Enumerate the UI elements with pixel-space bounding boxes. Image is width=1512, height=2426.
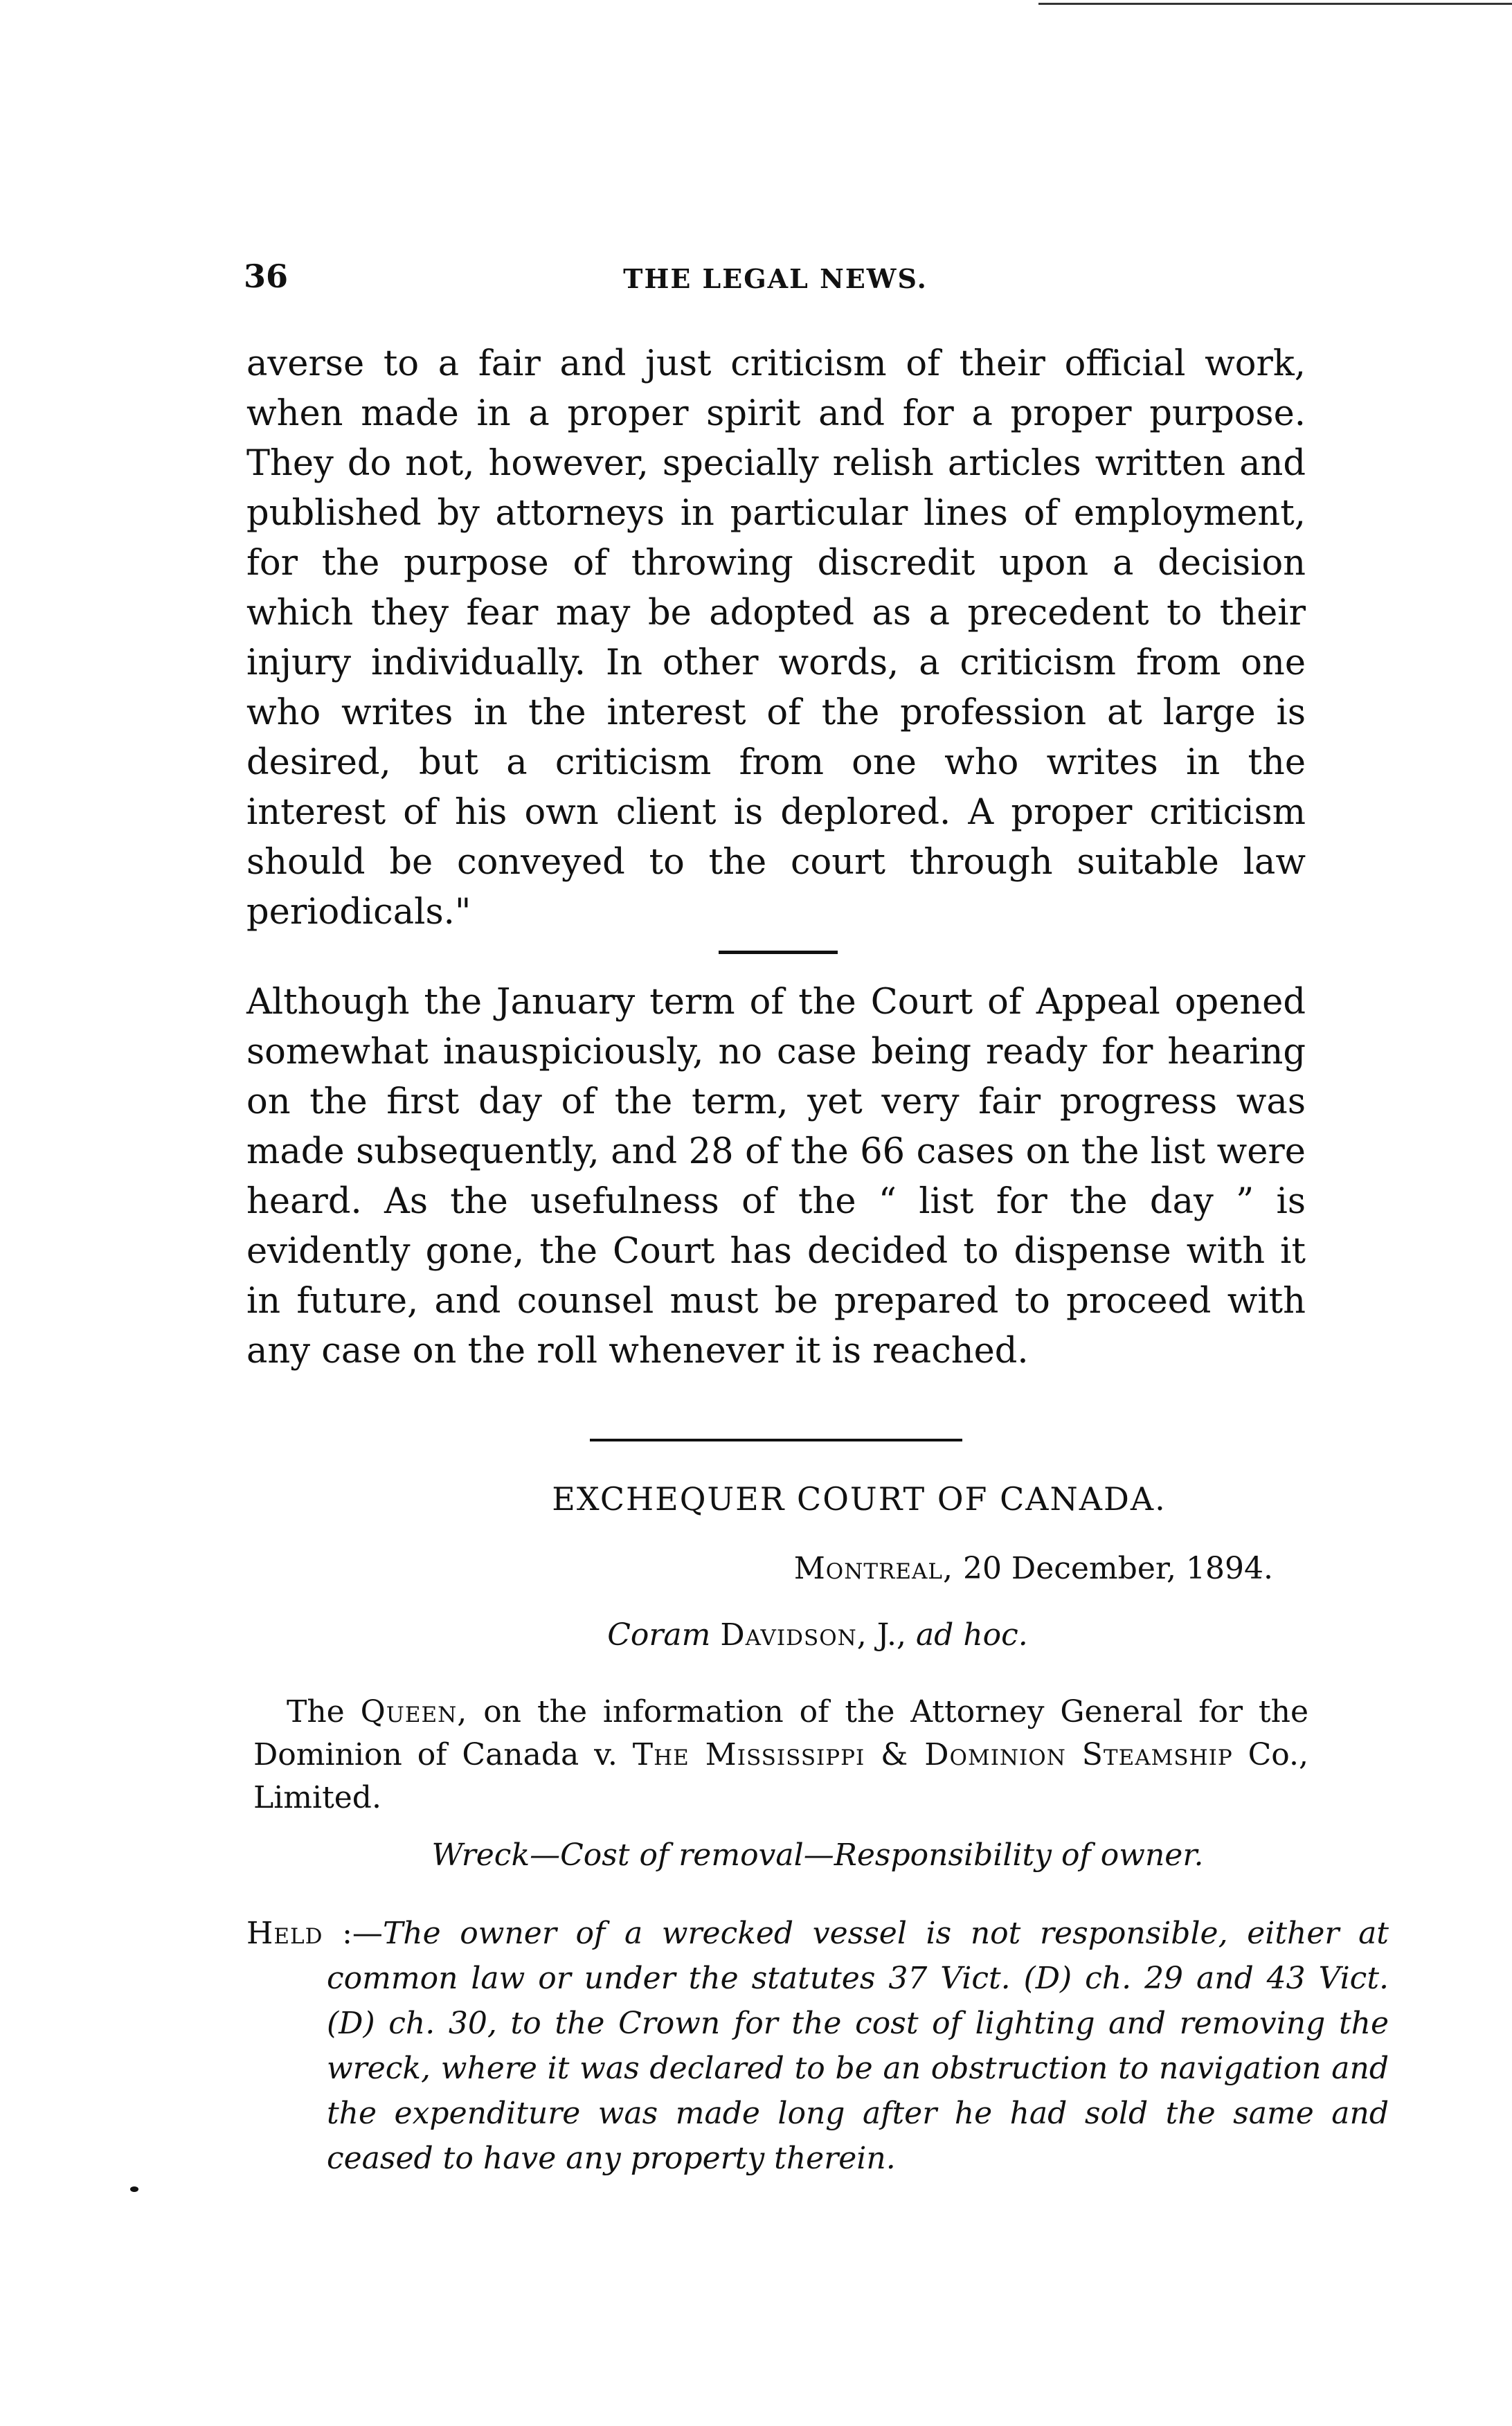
ad-hoc: ad hoc.	[915, 1617, 1028, 1653]
coram-word: Coram	[607, 1617, 711, 1653]
body-paragraph-court-of-appeal: Although the January term of the Court of Appeal opened somewhat inauspiciously, no case being ready for hearing on the first day of the term, yet very fair progress was made subsequently, and 28 of the 66 cases on the list were heard. As the usefulness of the “ list for the day ” is evidently gone, the Court has decided to dispense with it in future, and counsel must be prepared to proceed with any case on the roll whenever it is reached.	[246, 982, 1306, 1372]
judge-suffix: J.,	[876, 1617, 906, 1653]
section-divider-short	[719, 951, 838, 954]
case-queen: Queen,	[360, 1694, 468, 1729]
case-party: The Mississippi & Dominion Steamship	[632, 1737, 1233, 1772]
running-head: THE LEGAL NEWS.	[623, 263, 928, 294]
dateline	[794, 1551, 1273, 1586]
dateline-place: Montreal,	[793, 1551, 953, 1586]
held-text: The owner of a wrecked vessel is not responsible, either at common law or under the statutes 37 Vict. (D) ch. 29 and 43 Vict. (D) ch. 30, to the Crown for the cost of lighting and removing the wreck, where it was declared to be an obstruction to navigation and the expenditure was made long after he had sold the same and ceased to have any property therein.	[327, 1916, 1389, 2176]
case-subject: Wreck—Cost of removal—Responsibility of owner.	[431, 1838, 1204, 1873]
page-edge-line	[1038, 3, 1512, 5]
held-separator: :—	[342, 1916, 383, 1951]
judge-name: Davidson,	[720, 1617, 867, 1653]
ink-speck	[130, 2186, 138, 2192]
case-end: Co., Limited.	[253, 1737, 1308, 1815]
case-the: The	[287, 1694, 345, 1729]
held-paragraph	[246, 1911, 1389, 2181]
page-number: 36	[244, 258, 289, 295]
court-title: EXCHEQUER COURT OF CANADA.	[552, 1480, 1167, 1518]
page-header	[244, 258, 1307, 306]
coram-line	[288, 1617, 1347, 1653]
dateline-date: 20 December, 1894.	[962, 1551, 1273, 1586]
section-divider-long	[590, 1439, 962, 1441]
case-description: on the information of the Attorney General for the Dominion of Canada v.	[253, 1694, 1308, 1772]
held-label: Held	[246, 1916, 323, 1951]
case-title	[253, 1691, 1308, 1820]
body-paragraph-criticism: averse to a fair and just criticism of their official work, when made in a proper spirit and for a proper purpose. They do not, however, specially relish articles written and published by attorneys in particular lines of employment, for the purpose of throwing discredit upon a decision which they fear may be adopted as a precedent to their injury individually. In other words, a criticism from one who writes in the interest of the profession at large is desired, but a criticism from one who writes in the interest of his own client is deplored. A proper criticism should be conveyed to the court through suitable law periodicals."	[246, 343, 1306, 933]
